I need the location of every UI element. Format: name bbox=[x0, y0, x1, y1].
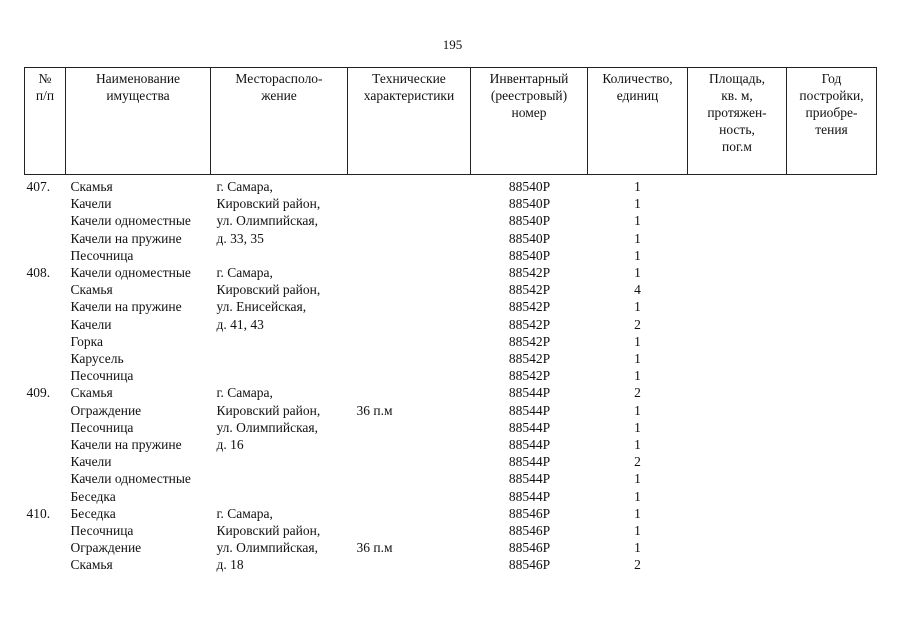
item-location: ул. Олимпийская, bbox=[216, 540, 318, 556]
item-year bbox=[787, 281, 877, 298]
item-inventory-number: 88544Р bbox=[508, 488, 551, 504]
item-location: ул. Олимпийская, bbox=[216, 213, 318, 229]
item-year bbox=[787, 264, 877, 281]
item-area bbox=[688, 195, 787, 212]
item-technical: 36 п.м bbox=[356, 540, 393, 556]
row-number bbox=[25, 436, 66, 453]
item-year bbox=[787, 333, 877, 350]
header-inventory-number: Инвентарный (реестровый) номер bbox=[471, 68, 588, 175]
item-area bbox=[688, 175, 787, 196]
item-year bbox=[787, 488, 877, 505]
item-location bbox=[211, 453, 348, 470]
table-row bbox=[25, 436, 877, 453]
item-technical bbox=[348, 470, 471, 487]
property-register-table bbox=[24, 67, 877, 574]
item-technical bbox=[348, 333, 471, 350]
item-technical bbox=[348, 195, 471, 212]
table-row bbox=[25, 247, 877, 264]
item-location: д. 18 bbox=[216, 557, 244, 573]
row-number bbox=[25, 488, 66, 505]
item-quantity: 1 bbox=[634, 402, 641, 418]
item-location: ул. Енисейская, bbox=[216, 299, 307, 315]
item-location: г. Самара, bbox=[216, 385, 273, 401]
item-year bbox=[787, 402, 877, 419]
item-name: Качели одноместные bbox=[70, 213, 191, 229]
item-name: Скамья bbox=[70, 385, 113, 401]
item-area bbox=[688, 333, 787, 350]
item-year bbox=[787, 212, 877, 229]
item-technical bbox=[348, 556, 471, 573]
item-area bbox=[688, 556, 787, 573]
item-area bbox=[688, 230, 787, 247]
header-technical: Технические характеристики bbox=[348, 68, 471, 175]
item-quantity: 1 bbox=[634, 179, 641, 194]
item-area bbox=[688, 264, 787, 281]
item-inventory-number: 88544Р bbox=[508, 385, 551, 401]
item-area bbox=[688, 453, 787, 470]
item-name: Песочница bbox=[70, 419, 134, 435]
item-area bbox=[688, 539, 787, 556]
item-quantity: 1 bbox=[634, 196, 641, 212]
row-number bbox=[25, 522, 66, 539]
item-inventory-number: 88546Р bbox=[508, 540, 551, 556]
item-quantity: 2 bbox=[634, 316, 641, 332]
item-quantity: 1 bbox=[634, 265, 641, 281]
table-row bbox=[25, 333, 877, 350]
item-area bbox=[688, 367, 787, 384]
table-row bbox=[25, 212, 877, 229]
row-number bbox=[25, 402, 66, 419]
row-number bbox=[25, 367, 66, 384]
item-location: г. Самара, bbox=[216, 265, 273, 281]
item-inventory-number: 88542Р bbox=[508, 316, 551, 332]
item-technical bbox=[348, 175, 471, 196]
table-header bbox=[25, 68, 877, 175]
item-quantity: 2 bbox=[634, 557, 641, 573]
item-location: Кировский район, bbox=[216, 282, 321, 298]
item-location: д. 41, 43 bbox=[216, 316, 264, 332]
item-name: Качели одноместные bbox=[70, 265, 191, 281]
header-year: Год постройки, приобре- тения bbox=[787, 68, 877, 175]
page-number: 195 bbox=[442, 37, 463, 52]
table-row bbox=[25, 298, 877, 315]
item-location: Кировский район, bbox=[216, 523, 321, 539]
item-area bbox=[688, 212, 787, 229]
item-area bbox=[688, 247, 787, 264]
header-location: Месторасполо- жение bbox=[211, 68, 348, 175]
item-name: Качели на пружине bbox=[70, 299, 182, 315]
item-technical bbox=[348, 453, 471, 470]
item-inventory-number: 88542Р bbox=[508, 282, 551, 298]
table-body bbox=[25, 175, 877, 574]
item-year bbox=[787, 419, 877, 436]
item-inventory-number: 88546Р bbox=[508, 505, 551, 521]
item-year bbox=[787, 195, 877, 212]
item-quantity: 4 bbox=[634, 282, 641, 298]
item-location: г. Самара, bbox=[216, 179, 273, 194]
header-area: Площадь, кв. м, протяжен- ность, пог.м bbox=[688, 68, 787, 175]
item-technical bbox=[348, 298, 471, 315]
item-technical bbox=[348, 488, 471, 505]
item-quantity: 2 bbox=[634, 385, 641, 401]
item-name: Ограждение bbox=[70, 402, 142, 418]
row-number bbox=[25, 470, 66, 487]
item-quantity: 1 bbox=[634, 540, 641, 556]
item-quantity: 1 bbox=[634, 333, 641, 349]
table-row bbox=[25, 522, 877, 539]
item-year bbox=[787, 367, 877, 384]
table-row bbox=[25, 195, 877, 212]
row-number: 409. bbox=[26, 385, 51, 401]
item-quantity: 1 bbox=[634, 230, 641, 246]
item-year bbox=[787, 436, 877, 453]
row-number: 410. bbox=[26, 505, 51, 521]
header-name: Наименование имущества bbox=[66, 68, 211, 175]
table-row bbox=[25, 539, 877, 556]
item-year bbox=[787, 556, 877, 573]
item-location: Кировский район, bbox=[216, 402, 321, 418]
row-number bbox=[25, 556, 66, 573]
item-name: Качели на пружине bbox=[70, 437, 182, 453]
row-number bbox=[25, 212, 66, 229]
table-row bbox=[25, 419, 877, 436]
item-inventory-number: 88542Р bbox=[508, 351, 551, 367]
item-technical bbox=[348, 384, 471, 401]
item-quantity: 2 bbox=[634, 454, 641, 470]
table-row bbox=[25, 367, 877, 384]
item-quantity: 1 bbox=[634, 488, 641, 504]
item-quantity: 1 bbox=[634, 368, 641, 384]
item-location: д. 33, 35 bbox=[216, 230, 264, 246]
item-location bbox=[211, 488, 348, 505]
item-area bbox=[688, 281, 787, 298]
row-number bbox=[25, 247, 66, 264]
item-area bbox=[688, 505, 787, 522]
table-row bbox=[25, 556, 877, 573]
item-inventory-number: 88546Р bbox=[508, 557, 551, 573]
item-name: Скамья bbox=[70, 179, 113, 194]
row-number bbox=[25, 230, 66, 247]
item-area bbox=[688, 470, 787, 487]
header-quantity: Количество, единиц bbox=[588, 68, 688, 175]
item-year bbox=[787, 316, 877, 333]
item-technical bbox=[348, 212, 471, 229]
row-number: 407. bbox=[26, 179, 51, 194]
item-name: Песочница bbox=[70, 368, 134, 384]
item-year bbox=[787, 384, 877, 401]
table-row bbox=[25, 488, 877, 505]
item-name: Ограждение bbox=[70, 540, 142, 556]
item-area bbox=[688, 436, 787, 453]
item-technical bbox=[348, 264, 471, 281]
item-technical bbox=[348, 281, 471, 298]
item-name: Качели bbox=[70, 316, 112, 332]
item-location bbox=[211, 367, 348, 384]
item-location: г. Самара, bbox=[216, 505, 273, 521]
row-number bbox=[25, 333, 66, 350]
item-name: Карусель bbox=[70, 351, 124, 367]
item-area bbox=[688, 488, 787, 505]
table-row bbox=[25, 384, 877, 401]
table-row bbox=[25, 453, 877, 470]
item-location bbox=[211, 333, 348, 350]
item-technical bbox=[348, 522, 471, 539]
table-row bbox=[25, 316, 877, 333]
item-inventory-number: 88542Р bbox=[508, 368, 551, 384]
header-number: № п/п bbox=[25, 68, 66, 175]
row-number: 408. bbox=[26, 265, 51, 281]
item-inventory-number: 88544Р bbox=[508, 419, 551, 435]
row-number bbox=[25, 281, 66, 298]
item-name: Качели одноместные bbox=[70, 471, 191, 487]
item-technical: 36 п.м bbox=[356, 402, 393, 418]
item-technical bbox=[348, 316, 471, 333]
row-number bbox=[25, 316, 66, 333]
item-technical bbox=[348, 247, 471, 264]
item-name: Качели на пружине bbox=[70, 230, 182, 246]
item-year bbox=[787, 247, 877, 264]
item-technical bbox=[348, 350, 471, 367]
item-year bbox=[787, 505, 877, 522]
item-name: Песочница bbox=[70, 247, 134, 263]
item-technical bbox=[348, 367, 471, 384]
table-row bbox=[25, 281, 877, 298]
item-inventory-number: 88540Р bbox=[508, 230, 551, 246]
item-quantity: 1 bbox=[634, 299, 641, 315]
item-area bbox=[688, 350, 787, 367]
item-name: Горка bbox=[70, 333, 103, 349]
item-name: Скамья bbox=[70, 557, 113, 573]
table-row bbox=[25, 402, 877, 419]
item-inventory-number: 88540Р bbox=[508, 179, 551, 194]
item-location bbox=[211, 350, 348, 367]
item-name: Песочница bbox=[70, 523, 134, 539]
item-quantity: 1 bbox=[634, 437, 641, 453]
row-number bbox=[25, 539, 66, 556]
item-location: ул. Олимпийская, bbox=[216, 419, 318, 435]
item-technical bbox=[348, 230, 471, 247]
item-location: д. 16 bbox=[216, 437, 244, 453]
table-row bbox=[25, 264, 877, 281]
item-year bbox=[787, 350, 877, 367]
item-area bbox=[688, 419, 787, 436]
item-inventory-number: 88540Р bbox=[508, 196, 551, 212]
item-inventory-number: 88542Р bbox=[508, 265, 551, 281]
table-row bbox=[25, 230, 877, 247]
item-area bbox=[688, 384, 787, 401]
row-number bbox=[25, 350, 66, 367]
item-location bbox=[211, 470, 348, 487]
item-inventory-number: 88542Р bbox=[508, 333, 551, 349]
item-area bbox=[688, 316, 787, 333]
item-technical bbox=[348, 505, 471, 522]
item-year bbox=[787, 175, 877, 196]
row-number bbox=[25, 419, 66, 436]
item-name: Беседка bbox=[70, 488, 116, 504]
item-quantity: 1 bbox=[634, 247, 641, 263]
item-name: Качели bbox=[70, 196, 112, 212]
row-number bbox=[25, 453, 66, 470]
table-row bbox=[25, 470, 877, 487]
item-technical bbox=[348, 419, 471, 436]
item-location: Кировский район, bbox=[216, 196, 321, 212]
item-area bbox=[688, 298, 787, 315]
item-name: Беседка bbox=[70, 505, 116, 521]
row-number bbox=[25, 298, 66, 315]
item-inventory-number: 88546Р bbox=[508, 523, 551, 539]
item-quantity: 1 bbox=[634, 419, 641, 435]
item-name: Качели bbox=[70, 454, 112, 470]
table-row bbox=[25, 175, 877, 196]
item-quantity: 1 bbox=[634, 523, 641, 539]
item-quantity: 1 bbox=[634, 351, 641, 367]
item-year bbox=[787, 453, 877, 470]
table-row bbox=[25, 350, 877, 367]
item-inventory-number: 88540Р bbox=[508, 247, 551, 263]
item-quantity: 1 bbox=[634, 471, 641, 487]
item-inventory-number: 88544Р bbox=[508, 437, 551, 453]
item-year bbox=[787, 470, 877, 487]
item-area bbox=[688, 522, 787, 539]
item-year bbox=[787, 522, 877, 539]
item-inventory-number: 88540Р bbox=[508, 213, 551, 229]
item-year bbox=[787, 230, 877, 247]
item-technical bbox=[348, 436, 471, 453]
item-location bbox=[211, 247, 348, 264]
item-area bbox=[688, 402, 787, 419]
item-inventory-number: 88544Р bbox=[508, 471, 551, 487]
row-number bbox=[25, 195, 66, 212]
item-inventory-number: 88544Р bbox=[508, 454, 551, 470]
item-quantity: 1 bbox=[634, 505, 641, 521]
item-year bbox=[787, 539, 877, 556]
item-inventory-number: 88542Р bbox=[508, 299, 551, 315]
table-row bbox=[25, 505, 877, 522]
item-inventory-number: 88544Р bbox=[508, 402, 551, 418]
item-quantity: 1 bbox=[634, 213, 641, 229]
item-year bbox=[787, 298, 877, 315]
item-name: Скамья bbox=[70, 282, 113, 298]
